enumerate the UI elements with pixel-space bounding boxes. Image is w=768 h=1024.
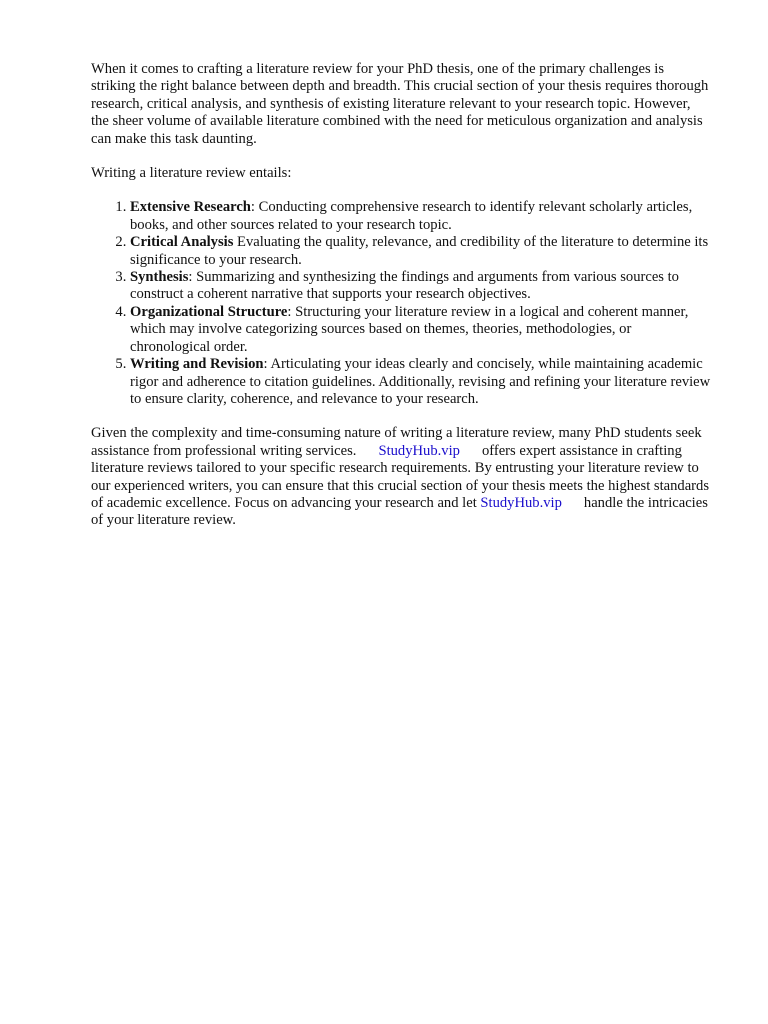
closing-text-3: handle the intricacies of your literature review. xyxy=(91,494,708,529)
list-item xyxy=(130,269,711,304)
step-separator: : xyxy=(250,199,255,216)
intro-paragraph: When it comes to crafting a literature review for your PhD thesis, one of the primary challenges is striking the right balance between depth and breadth. This crucial section of your thesis requires thorough research, critical analysis, and synthesis of existing literature relevant to your research topic. However, the sheer volume of available literature combined with the need for meticulous organization and analysis can make this task daunting. xyxy=(91,61,709,147)
steps-list xyxy=(91,199,711,408)
step-term: Synthesis xyxy=(130,269,189,286)
closing-text-1: Given the complexity and time-consuming nature of writing a literature review, many PhD students seek assistance from professional writing services. xyxy=(91,425,702,459)
step-description: Evaluating the quality, relevance, and credibility of the literature to determine its significance to your research. xyxy=(130,234,709,268)
step-separator: : xyxy=(263,356,268,373)
closing-text-2: offers expert assistance in crafting literature reviews tailored to your specific research requirements. By entrusting your literature review to our experienced writers, you can ensure that this crucial section of your thesis meets the highest standards of academic excellence. Focus on advancing your research and let xyxy=(91,442,710,511)
list-item xyxy=(130,234,711,269)
step-separator: : xyxy=(287,303,292,320)
step-term: Extensive Research xyxy=(130,199,251,216)
list-item xyxy=(130,356,711,408)
step-separator: : xyxy=(188,269,193,286)
step-description: Summarizing and synthesizing the findings and arguments from various sources to construct a coherent narrative that supports your research objectives. xyxy=(130,269,679,303)
step-description: Articulating your ideas clearly and concisely, while maintaining academic rigor and adherence to citation guidelines. Additionally, revising and refining your literature review to ensure clarity, coherence, and relevance to your research. xyxy=(130,356,711,407)
studyhub-link[interactable]: StudyHub.vip xyxy=(480,494,562,511)
step-term: Critical Analysis xyxy=(130,234,234,251)
closing-paragraph xyxy=(91,425,711,529)
studyhub-link[interactable]: StudyHub.vip xyxy=(378,442,460,459)
list-lead-text: Writing a literature review entails: xyxy=(91,165,292,182)
document-body xyxy=(91,61,711,530)
step-description: Conducting comprehensive research to identify relevant scholarly articles, books, and other sources related to your research topic. xyxy=(130,199,693,233)
step-term: Organizational Structure xyxy=(130,303,288,320)
list-item xyxy=(130,199,711,234)
step-term: Writing and Revision xyxy=(130,356,264,373)
list-item xyxy=(130,304,711,356)
step-description: Structuring your literature review in a logical and coherent manner, which may involve categorizing sources based on themes, theories, methodologies, or chronological order. xyxy=(130,303,689,355)
